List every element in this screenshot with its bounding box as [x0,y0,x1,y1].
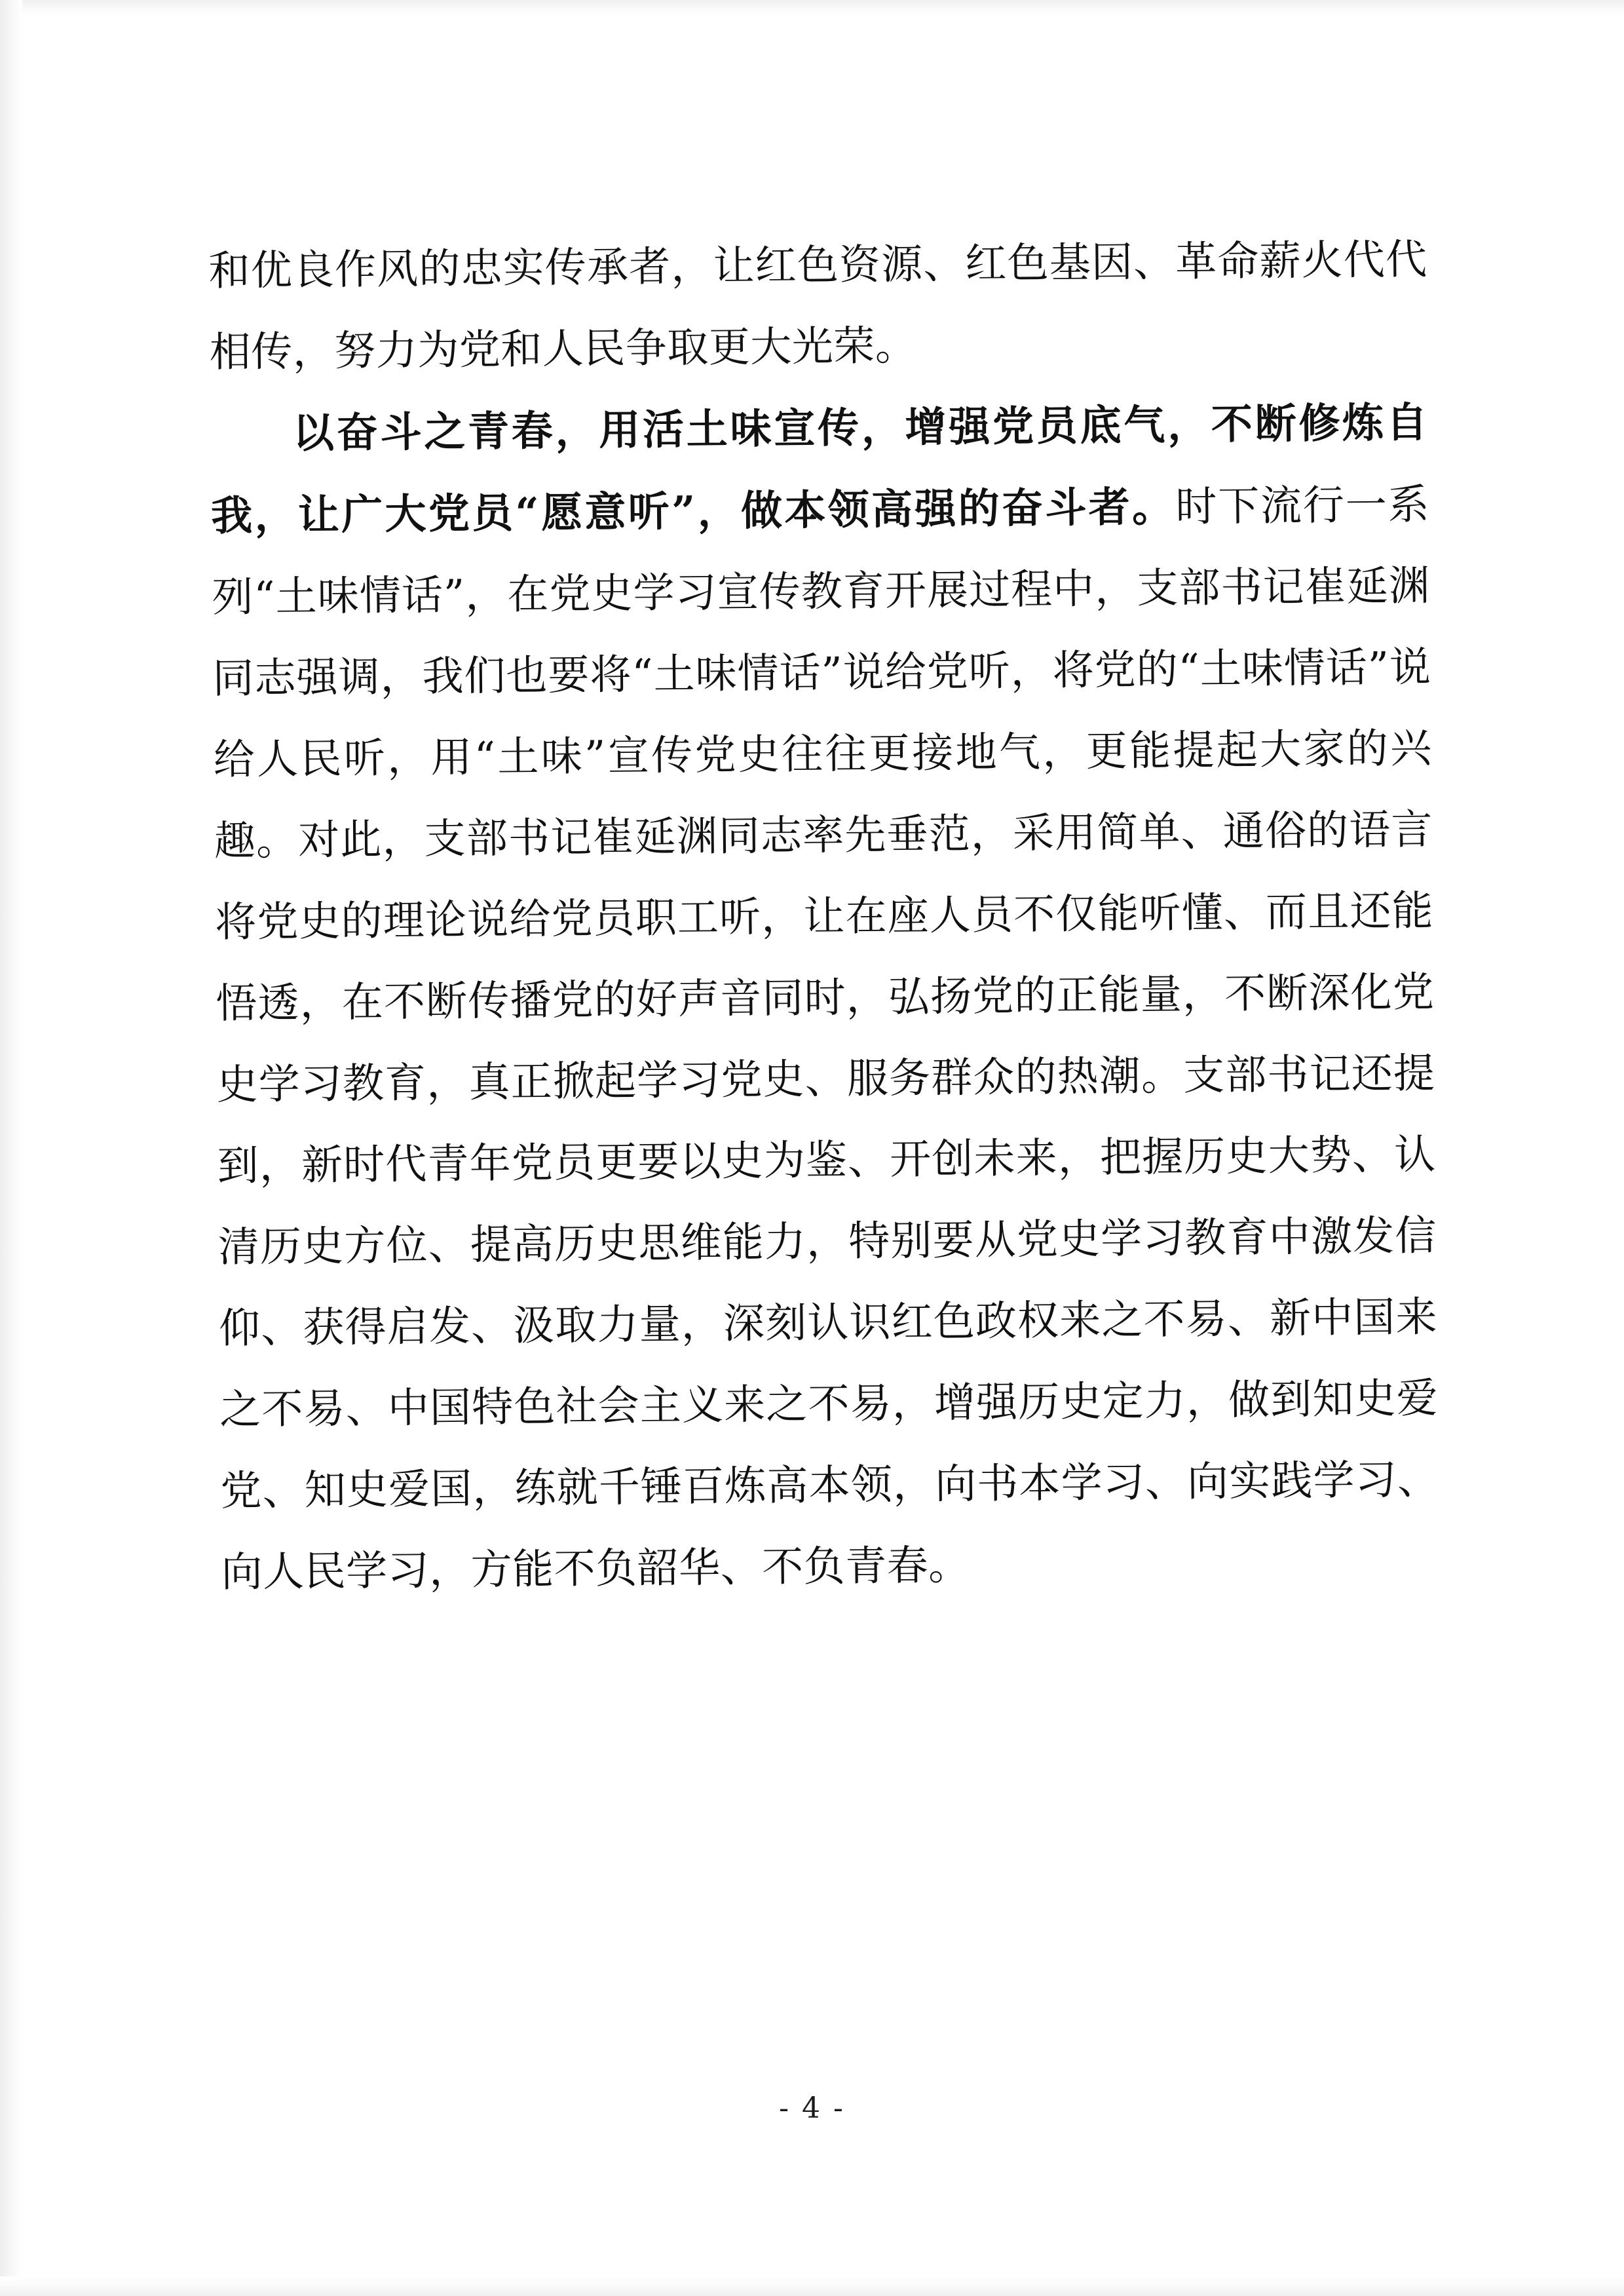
scan-edge-left [0,0,22,2296]
paragraph-continuation [208,219,1428,393]
document-body [208,219,1440,1613]
paragraph-main-body: 时下流行一系列“土味情话”，在党史学习宣传教育开展过程中，支部书记崔延渊同志强调，我们也要将“土味情话”说给党听，将党的“土味情话”说给人民听，用“土味”宣传党史往往更接地气，更能提起大家的兴趣。对此，支部书记崔延渊同志率先垂范，采用简单、通俗的语言将党史的理论说给党员职工听，让在座人员不仅能听懂、而且还能悟透，在不断传播党的好声音同时，弘扬党的正能量，不断深化党史学习教育，真正掀起学习党史、服务群众的热潮。支部书记还提到，新时代青年党员更要以史为鉴、开创未来，把握历史大势、认清历史方位、提高历史思维能力，特别要从党史学习教育中激发信仰、获得启发、汲取力量，深刻认识红色政权来之不易、新中国来之不易、中国特色社会主义来之不易，增强历史定力，做到知史爱党、知史爱国，练就千锤百炼高本领，向书本学习、向实践学习、向人民学习，方能不负韶华、不负青春。 [212,480,1439,1596]
paragraph-bold-lead: 以奋斗之青春，用活土味宣传，增强党员底气，不断修炼自我，让广大党员“愿意听”，做本领高强的奋斗者。 [210,398,1429,540]
paragraph-main-section [210,381,1440,1613]
page-number: - 4 - [779,2092,845,2125]
paragraph-continuation-text: 和优良作风的忠实传承者，让红色资源、红色基因、革命薪火代代相传，努力为党和人民争取更大光荣。 [208,235,1427,376]
scan-edge-bottom [0,2276,1624,2296]
scan-edge-top [0,0,1624,17]
